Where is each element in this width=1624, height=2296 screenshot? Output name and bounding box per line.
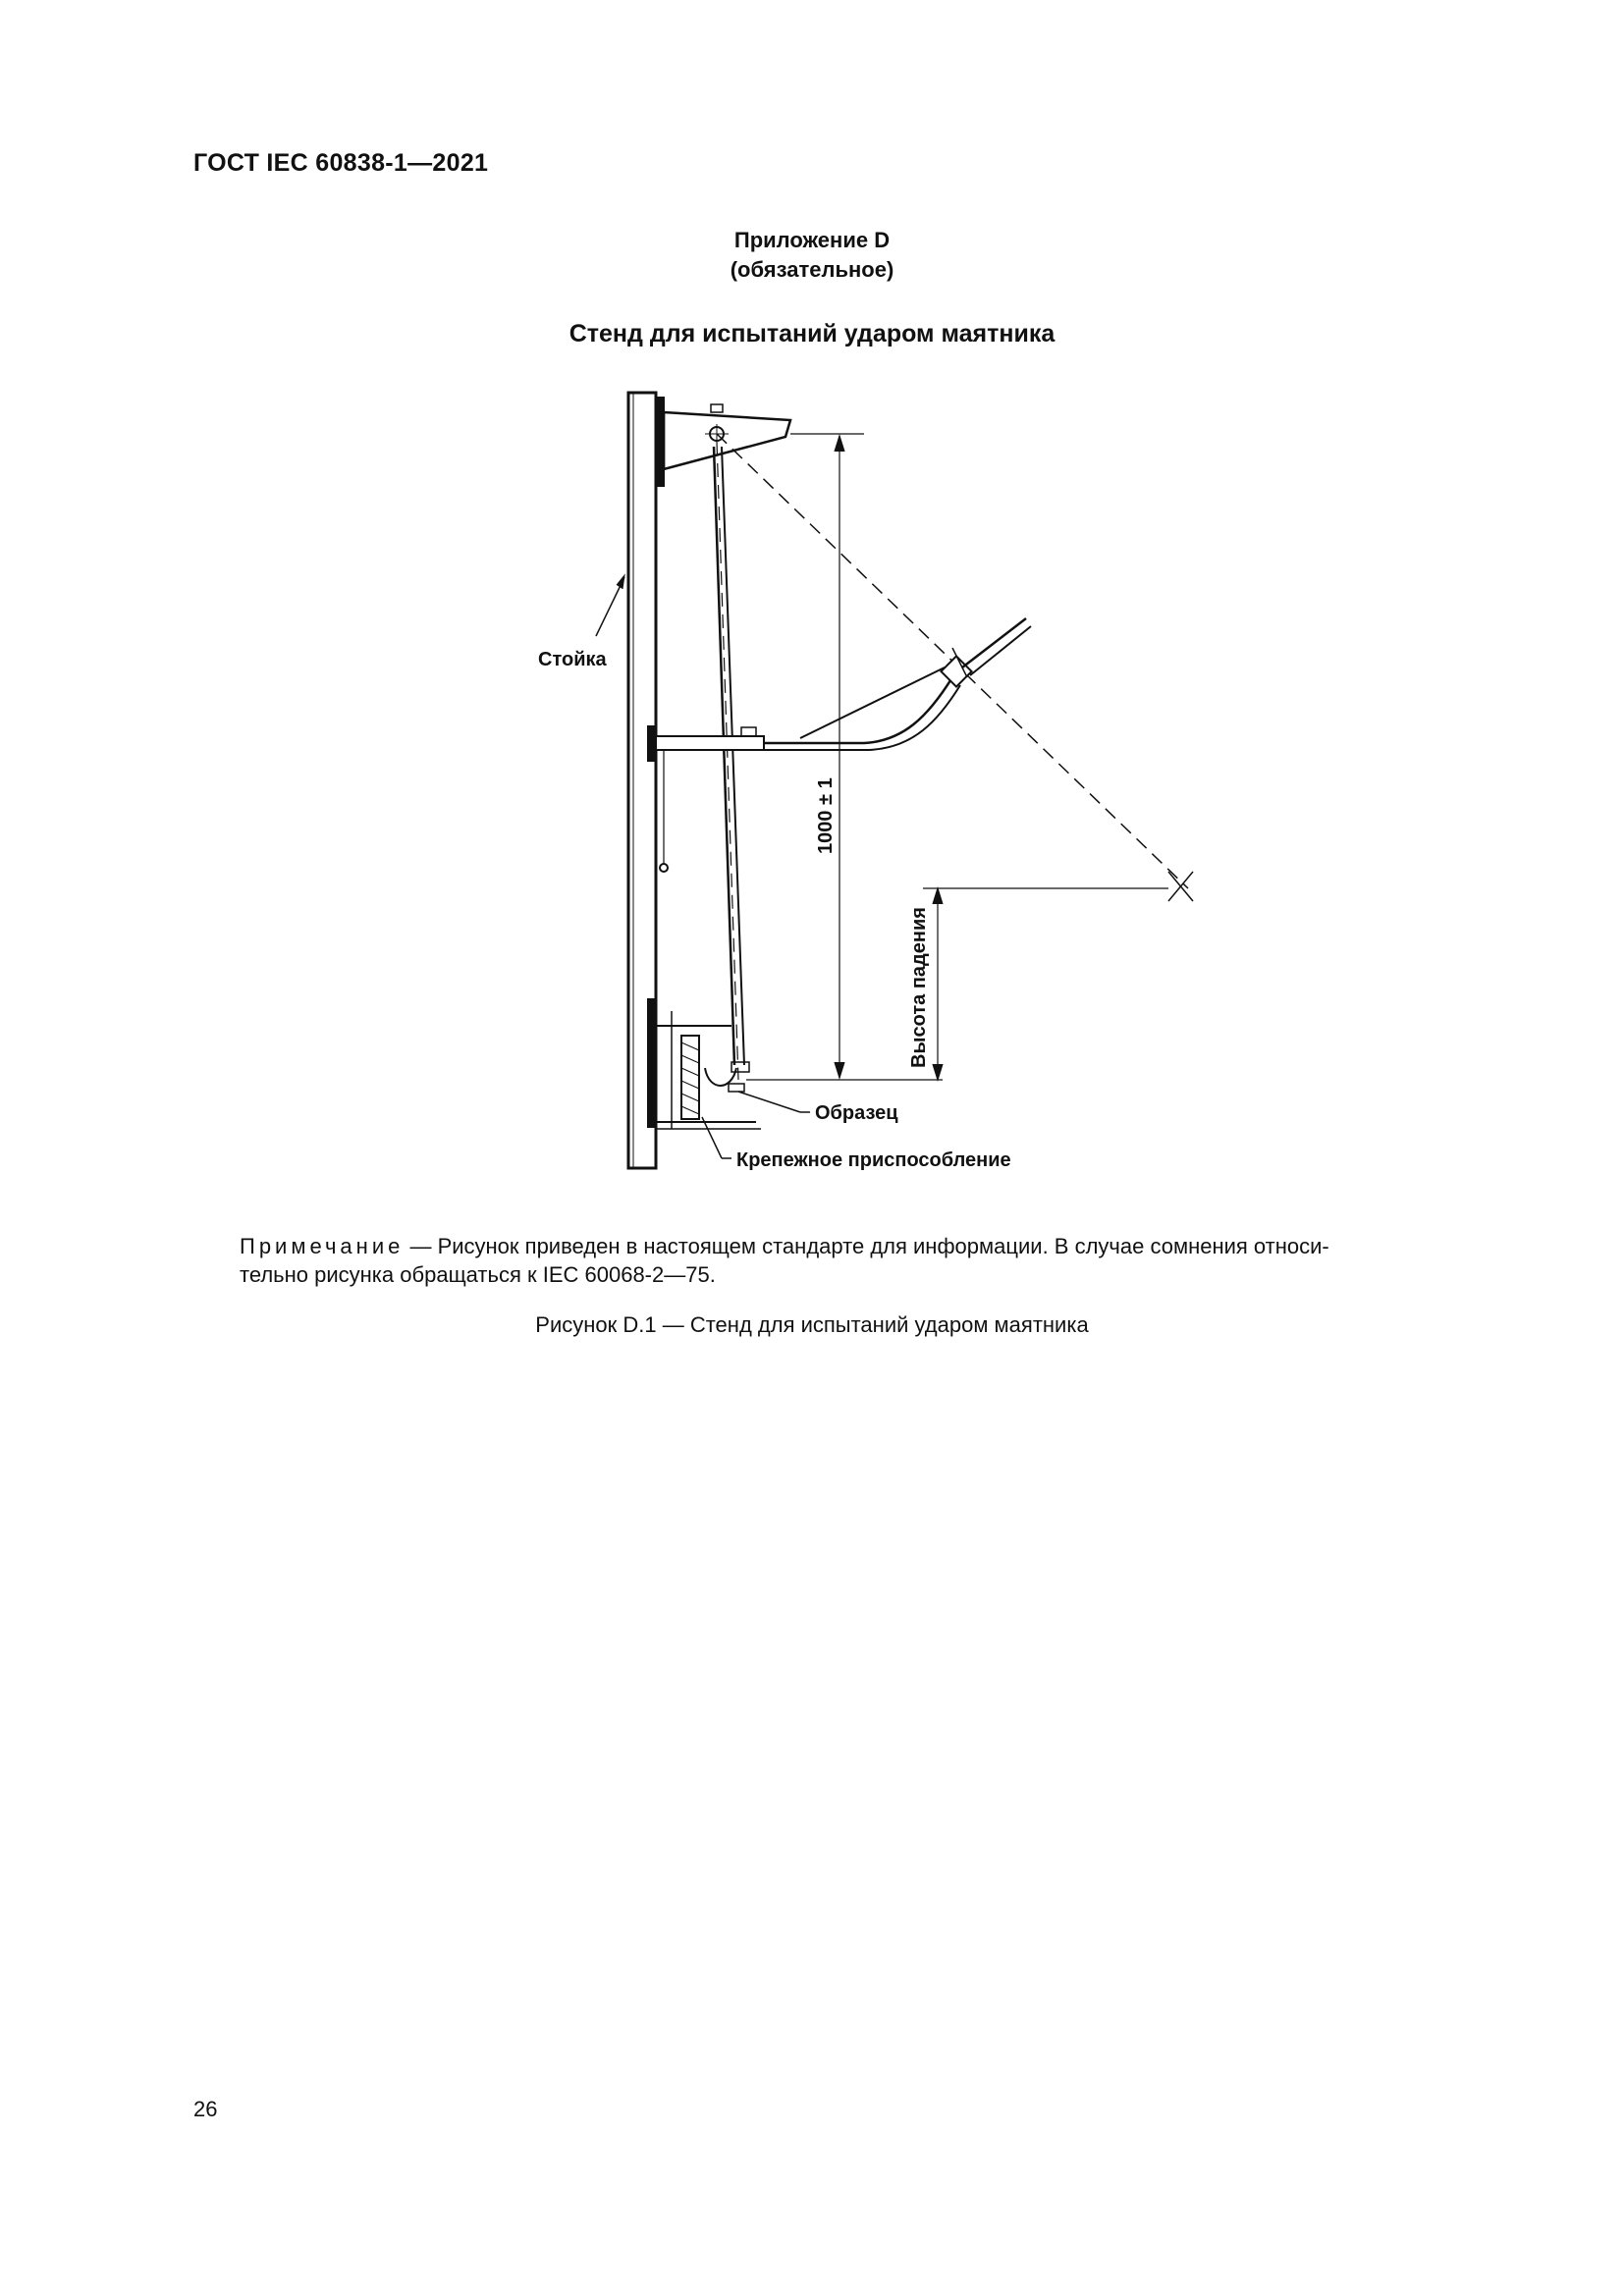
stand-post	[628, 393, 656, 1168]
annex-heading: Стенд для испытаний ударом маятника	[568, 320, 1056, 347]
label-specimen: Образец	[815, 1102, 898, 1124]
label-drop-height: Высота падения	[908, 907, 930, 1068]
label-fixture: Крепежное приспособление	[736, 1149, 1011, 1171]
note-text-line2: тельно рисунка обращаться к IEC 60068-2—75.	[240, 1262, 716, 1287]
raised-hammer-head	[941, 656, 971, 686]
bottom-mount-plate	[648, 999, 656, 1127]
label-stand: Стойка	[538, 649, 607, 670]
specimen	[705, 1068, 736, 1086]
annex-title: Приложение D	[733, 228, 891, 252]
swing-path	[717, 434, 1188, 888]
figure-note	[240, 1232, 1516, 1260]
annex-status: (обязательное)	[730, 257, 894, 282]
middle-mount-plate	[648, 726, 656, 761]
stand-leader	[596, 577, 624, 636]
raised-pendulum	[764, 677, 952, 743]
top-bracket	[664, 412, 790, 469]
fixture-leader	[702, 1117, 722, 1158]
note-text-line1: — Рисунок приведен в настоящем стандарте для информации. В случае сомнения относи-	[404, 1234, 1329, 1258]
pendulum-rod	[714, 447, 734, 1065]
document-header: ГОСТ IEC 60838-1—2021	[193, 149, 489, 177]
pivot-point	[710, 427, 724, 441]
specimen-leader	[738, 1092, 800, 1112]
annex-block	[0, 226, 1624, 285]
top-mount-plate	[656, 398, 664, 486]
release-arm	[656, 736, 764, 750]
page-number: 26	[193, 2097, 218, 2121]
mounting-fixture	[681, 1036, 699, 1119]
label-height-dimension: 1000 ± 1	[815, 777, 837, 854]
note-label: Примечание	[240, 1234, 405, 1258]
figure-caption: Рисунок D.1 — Стенд для испытаний ударом маятника	[535, 1312, 1089, 1337]
